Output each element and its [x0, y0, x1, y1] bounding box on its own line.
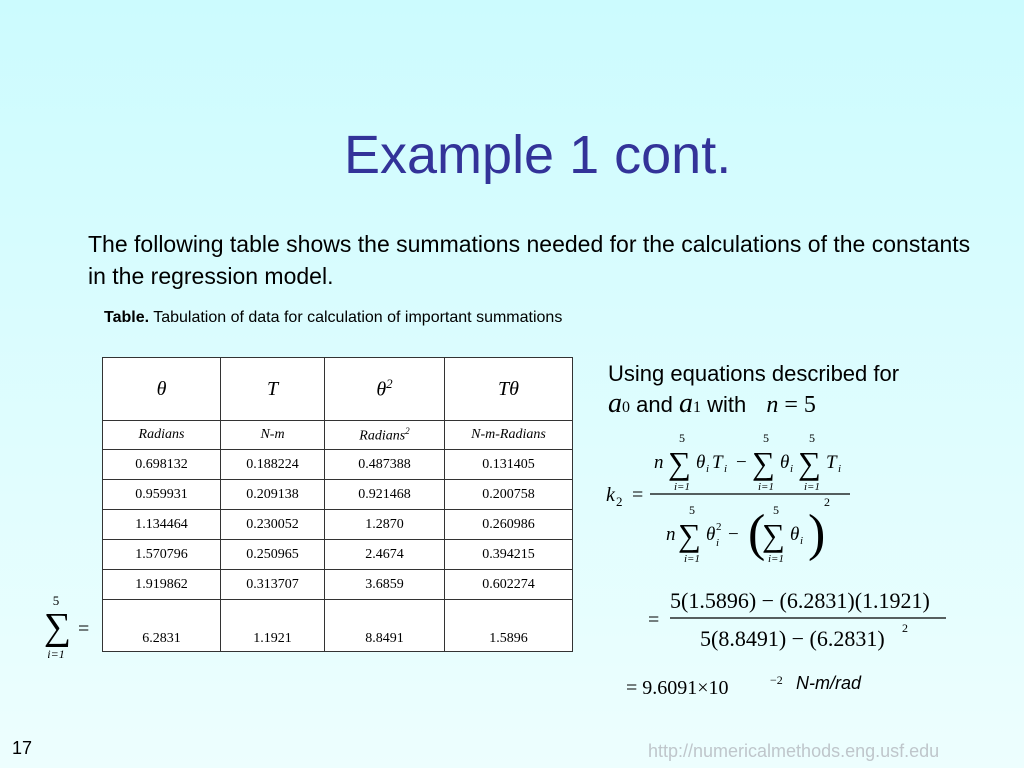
result-exponent: −2	[770, 673, 783, 687]
k2-result	[620, 666, 910, 706]
svg-text:k: k	[606, 484, 615, 506]
footer-url[interactable]: http://numericalmethods.eng.usf.edu	[648, 741, 940, 761]
intro-text: The following table shows the summations needed for the calculations of the constants in the regression model.	[88, 231, 971, 289]
svg-text:i=1: i=1	[758, 481, 774, 493]
svg-text:∑: ∑	[752, 445, 775, 481]
sum-cell: 1.1921	[221, 600, 325, 652]
table-row	[103, 570, 573, 600]
with-word: with	[707, 392, 747, 417]
svg-text:∑: ∑	[678, 517, 701, 553]
table-units-row	[103, 421, 573, 450]
substitution-numerator: 5(1.5896) − (6.2831)(1.1921)	[670, 588, 930, 613]
svg-text:T: T	[826, 452, 837, 473]
and-word: and	[636, 392, 673, 417]
substitution-denominator: 5(8.8491) − (6.2831)	[700, 626, 885, 651]
table-cell: 1.134464	[103, 510, 221, 540]
table-sum-row	[103, 600, 573, 652]
slide-number: 17	[12, 738, 33, 758]
svg-text:): )	[808, 505, 826, 562]
equation-intro	[608, 359, 1008, 423]
summation-label	[40, 590, 102, 662]
svg-text:i=1: i=1	[674, 481, 690, 493]
svg-text:i: i	[716, 537, 720, 549]
svg-text:i=1: i=1	[804, 481, 820, 493]
svg-text:n: n	[666, 524, 676, 545]
sum-cell: 1.5896	[445, 600, 573, 652]
equation-intro-line: Using equations described for	[608, 361, 900, 386]
svg-text:5: 5	[679, 431, 685, 445]
table-cell: 2.4674	[325, 540, 445, 570]
table-cell: 1.919862	[103, 570, 221, 600]
svg-text:2: 2	[716, 521, 722, 533]
svg-text:2: 2	[824, 495, 830, 509]
n-value: 5	[803, 392, 816, 418]
svg-text:2: 2	[616, 494, 623, 509]
table-cell: 0.394215	[445, 540, 573, 570]
table-cell: 0.487388	[325, 450, 445, 480]
table-caption	[104, 305, 584, 330]
header-theta: θ	[103, 358, 221, 421]
k2-substitution	[640, 580, 960, 660]
table-cell: 0.200758	[445, 480, 573, 510]
k2-formula	[598, 426, 868, 576]
table-header-row	[103, 358, 573, 421]
svg-text:5: 5	[689, 503, 695, 517]
svg-text:θ: θ	[780, 452, 790, 473]
unit-cell: Radians	[103, 421, 221, 450]
svg-text:T: T	[712, 452, 723, 473]
svg-text:θ: θ	[696, 452, 706, 473]
svg-text:∑: ∑	[762, 517, 785, 553]
svg-text:5: 5	[763, 431, 769, 445]
result-value: = 9.6091×10	[626, 677, 729, 699]
table-cell: 0.209138	[221, 480, 325, 510]
svg-text:i: i	[800, 535, 804, 547]
svg-text:n: n	[654, 452, 664, 473]
table-cell: 0.921468	[325, 480, 445, 510]
table-cell: 0.250965	[221, 540, 325, 570]
svg-text:i: i	[838, 463, 842, 475]
header-torque-theta: Tθ	[445, 358, 573, 421]
header-torque: T	[221, 358, 325, 421]
summation-table	[102, 357, 573, 652]
header-theta-squared: $\theta^2$	[325, 358, 445, 421]
svg-text:∑: ∑	[668, 445, 691, 481]
svg-text:i: i	[724, 463, 728, 475]
svg-text:i: i	[790, 463, 794, 475]
table-cell: 1.570796	[103, 540, 221, 570]
svg-text:i: i	[706, 463, 710, 475]
table-row	[103, 450, 573, 480]
svg-text:θ: θ	[790, 524, 800, 545]
unit-cell: N-m	[221, 421, 325, 450]
svg-text:i=1: i=1	[768, 553, 784, 565]
table-cell: 3.6859	[325, 570, 445, 600]
substitution-exponent: 2	[902, 621, 908, 635]
svg-text:5: 5	[809, 431, 815, 445]
result-unit: N-m/rad	[796, 673, 862, 693]
sum-cell: 6.2831	[103, 600, 221, 652]
svg-text:=: =	[648, 609, 660, 631]
table-cell: 0.230052	[221, 510, 325, 540]
table-row	[103, 510, 573, 540]
table-cell: 0.188224	[221, 450, 325, 480]
table-cell: 0.959931	[103, 480, 221, 510]
svg-text:∑: ∑	[798, 445, 821, 481]
table-row	[103, 540, 573, 570]
svg-text:∑: ∑	[44, 606, 72, 648]
svg-text:−: −	[728, 524, 739, 545]
table-cell: 1.2870	[325, 510, 445, 540]
page-title: Example 1 cont.	[344, 125, 732, 185]
unit-cell: Radians$^2$	[325, 421, 445, 450]
table-cell: 0.131405	[445, 450, 573, 480]
caption-label: Table.	[104, 309, 150, 326]
caption-text: Tabulation of data for calculation of important summations	[149, 309, 563, 326]
svg-text:=: =	[78, 618, 90, 640]
equation-intro-line2: a0 and a1 with n = 5	[608, 388, 816, 419]
table-cell: 0.698132	[103, 450, 221, 480]
table-cell: 0.313707	[221, 570, 325, 600]
unit-cell: N-m-Radians	[445, 421, 573, 450]
svg-text:5: 5	[773, 503, 779, 517]
svg-text:i=1: i=1	[47, 647, 65, 661]
svg-text:(: (	[748, 505, 766, 562]
svg-text:−: −	[736, 452, 747, 473]
table-cell: 0.602274	[445, 570, 573, 600]
svg-text:θ: θ	[706, 524, 716, 545]
sum-cell: 8.8491	[325, 600, 445, 652]
svg-text:i=1: i=1	[684, 553, 700, 565]
svg-text:5: 5	[52, 593, 60, 608]
table-row	[103, 480, 573, 510]
svg-text:=: =	[632, 484, 644, 506]
table-cell: 0.260986	[445, 510, 573, 540]
